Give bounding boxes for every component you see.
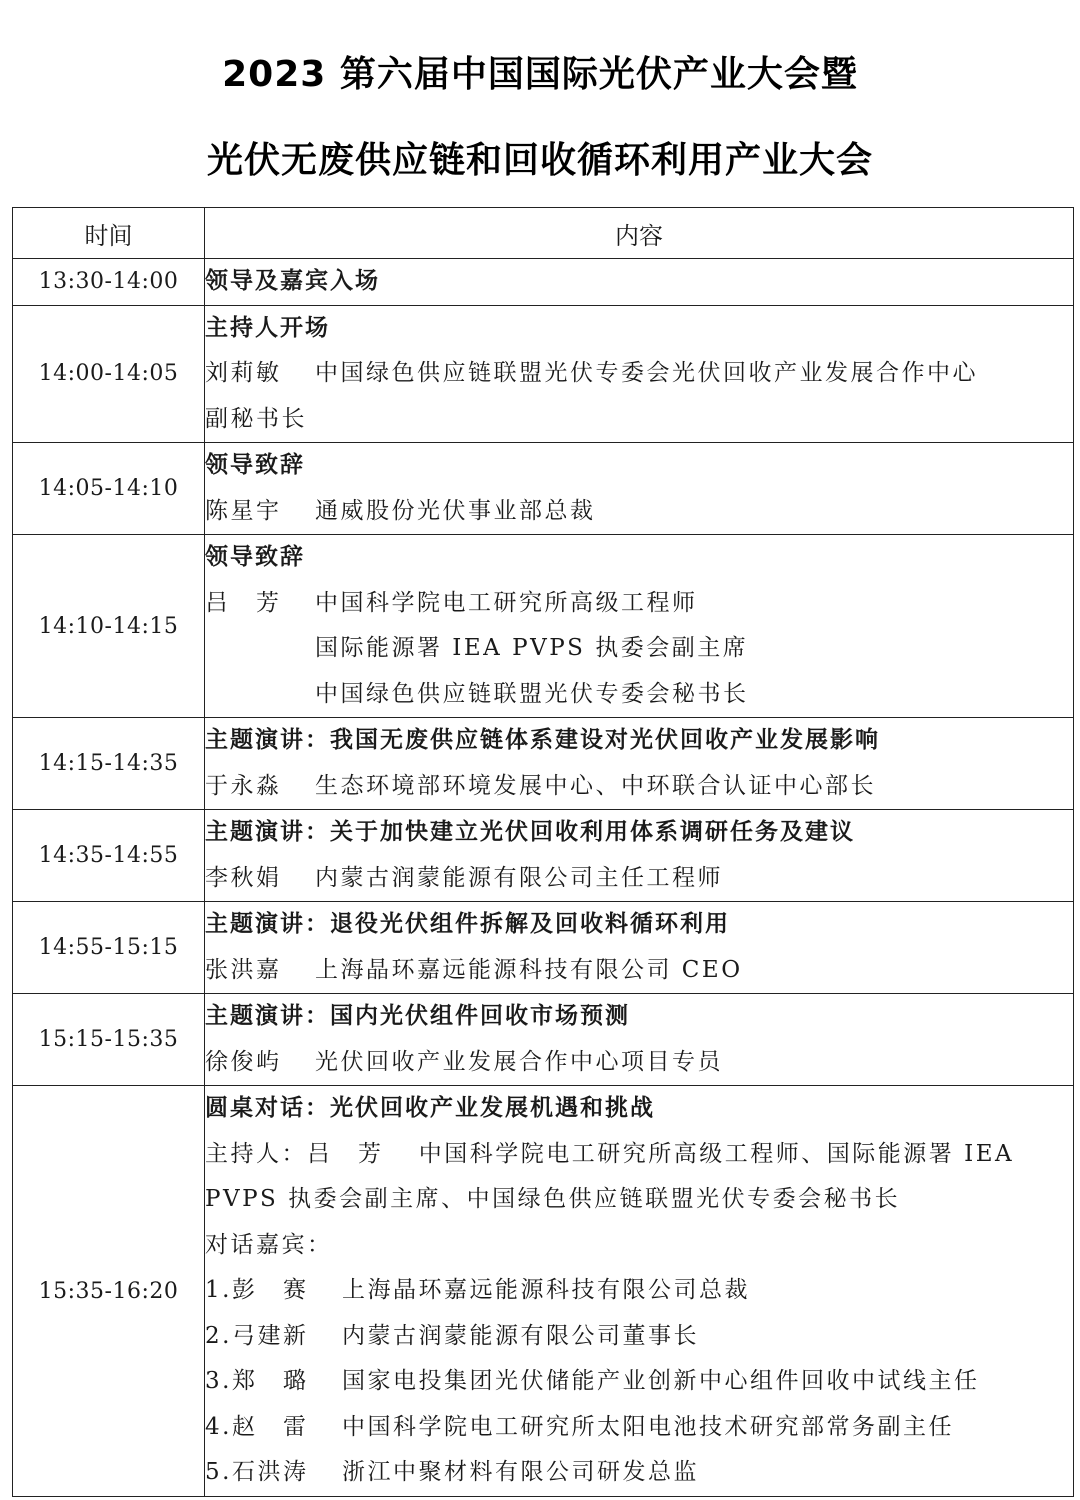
speaker-title: 中国科学院电工研究所高级工程师 [315,589,698,616]
session-topic: 主题演讲：退役光伏组件拆解及回收料循环利用 [205,911,730,937]
content-cell [205,305,1074,443]
content-cell [205,810,1074,902]
content-cell [205,535,1074,718]
time-cell: 14:00-14:05 [13,305,205,443]
guest-title: 上海晶环嘉远能源科技有限公司总裁 [342,1277,750,1303]
table-row [13,259,1074,306]
content-cell [205,718,1074,810]
time-cell: 14:55-15:15 [13,902,205,994]
content-cell [205,1086,1074,1497]
title-line-2: 光伏无废供应链和回收循环利用产业大会 [206,140,873,181]
guest-line [205,1359,1073,1405]
speaker-line [205,856,1073,902]
session-topic: 领导致辞 [205,544,305,570]
content-cell [205,443,1074,535]
session-topic: 主题演讲：关于加快建立光伏回收利用体系调研任务及建议 [205,819,855,845]
table-row [13,810,1074,902]
speaker-name: 吕 芳 [205,589,282,616]
table-row [13,305,1074,443]
session-topic: 领导致辞 [205,452,305,478]
time-cell: 14:05-14:10 [13,443,205,535]
time-cell: 15:35-16:20 [13,1086,205,1497]
host-line-cont: PVPS 执委会副主席、中国绿色供应链联盟光伏专委会秘书长 [205,1186,901,1212]
session-topic: 圆桌对话：光伏回收产业发展机遇和挑战 [205,1095,655,1121]
time-cell: 14:35-14:55 [13,810,205,902]
session-topic: 领导及嘉宾入场 [205,268,380,294]
speaker-title: 内蒙古润蒙能源有限公司主任工程师 [315,864,723,891]
time-cell: 14:10-14:15 [13,535,205,718]
speaker-title: 生态环境部环境发展中心、中环联合认证中心部长 [315,772,876,799]
speaker-name: 刘莉敏 [205,360,282,386]
guest-name: 3.郑 璐 [205,1368,309,1394]
guest-name: 5.石洪涛 [205,1459,309,1485]
header-content: 内容 [205,208,1074,259]
speaker-name: 李秋娟 [205,864,282,891]
session-topic: 主题演讲：国内光伏组件回收市场预测 [205,1003,630,1029]
table-row [13,902,1074,994]
speaker-name: 陈星宇 [205,497,282,524]
speaker-title-cont: 副秘书长 [205,405,307,432]
header-time: 时间 [13,208,205,259]
guest-line [205,1450,1073,1496]
table-row [13,994,1074,1086]
table-row [13,443,1074,535]
speaker-name: 于永淼 [205,772,282,799]
agenda-table [12,207,1074,1497]
guest-title: 国家电投集团光伏储能产业创新中心组件回收中试线主任 [342,1368,980,1394]
speaker-title: 光伏回收产业发展合作中心项目专员 [315,1048,723,1075]
table-row [13,535,1074,718]
guest-title: 中国科学院电工研究所太阳电池技术研究部常务副主任 [342,1413,954,1440]
speaker-line [205,581,1073,627]
speaker-title: 国际能源署 IEA PVPS 执委会副主席 [315,635,749,661]
session-topic: 主持人开场 [205,314,330,341]
speaker-title: 中国绿色供应链联盟光伏专委会秘书长 [315,680,749,707]
time-cell: 15:15-15:35 [13,994,205,1086]
speaker-line [205,1040,1073,1086]
guest-title: 内蒙古润蒙能源有限公司董事长 [342,1322,699,1349]
host-line: 主持人：吕 芳 中国科学院电工研究所高级工程师、国际能源署 IEA [205,1140,1015,1167]
speaker-name: 张洪嘉 [205,956,282,983]
title-line-1: 2023 第六届中国国际光伏产业大会暨 [222,54,858,95]
content-cell [205,902,1074,994]
guest-line [205,1268,1073,1314]
speaker-title: 中国绿色供应链联盟光伏专委会光伏回收产业发展合作中心 [315,360,978,386]
table-row [13,718,1074,810]
time-cell: 14:15-14:35 [13,718,205,810]
guest-line [205,1314,1073,1360]
speaker-line [205,948,1073,994]
guest-line [205,1405,1073,1451]
speaker-title: 上海晶环嘉远能源科技有限公司 CEO [315,956,743,983]
speaker-line [205,489,1073,535]
time-cell: 13:30-14:00 [13,259,205,306]
guest-name: 1.彭 赛 [205,1277,309,1303]
content-cell [205,259,1074,306]
guest-name: 2.弓建新 [205,1322,309,1349]
guest-title: 浙江中聚材料有限公司研发总监 [342,1459,699,1485]
session-topic: 主题演讲：我国无废供应链体系建设对光伏回收产业发展影响 [205,727,880,753]
speaker-title-line [205,672,1073,718]
speaker-title-line [205,626,1073,672]
speaker-title: 通威股份光伏事业部总裁 [315,497,596,524]
speaker-line [205,764,1073,810]
content-cell [205,994,1074,1086]
table-header-row [13,208,1074,259]
guest-name: 4.赵 雷 [205,1413,309,1440]
table-row [13,1086,1074,1497]
guests-label: 对话嘉宾： [205,1231,333,1258]
speaker-line [205,351,1073,397]
speaker-name: 徐俊屿 [205,1048,282,1075]
